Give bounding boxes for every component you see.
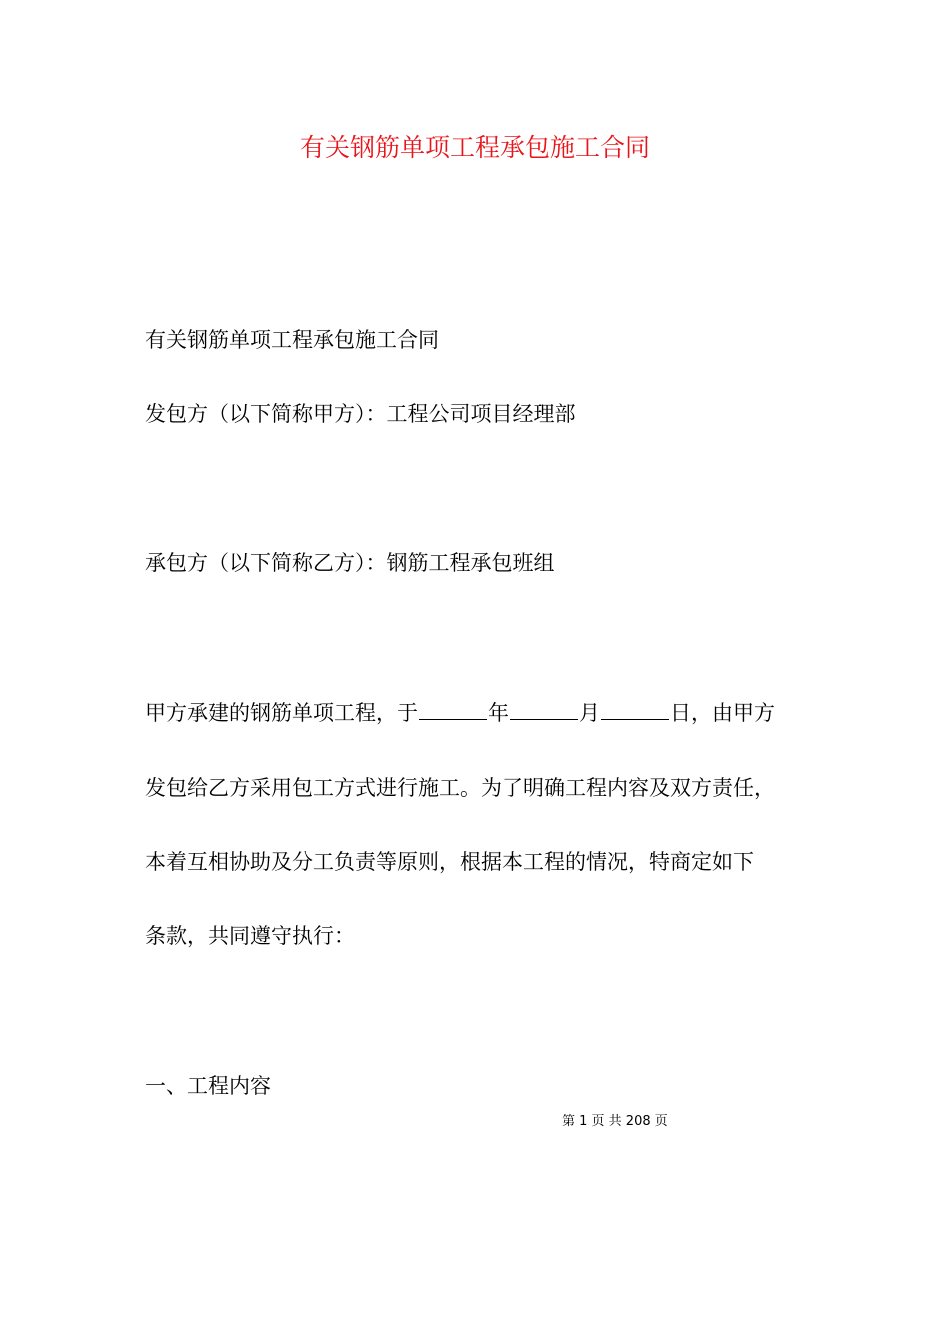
day-suffix: 日，由甲方 — [670, 701, 775, 725]
paragraph-line-2: 发包给乙方采用包工方式进行施工。为了明确工程内容及双方责任， — [145, 776, 775, 800]
paragraph-line-3: 本着互相协助及分工负责等原则，根据本工程的情况，特商定如下 — [145, 850, 754, 874]
contract-heading: 有关钢筋单项工程承包施工合同 — [145, 328, 439, 352]
year-label: 年 — [488, 701, 509, 725]
day-blank — [601, 699, 669, 720]
section-heading-1: 一、工程内容 — [145, 1074, 271, 1098]
paragraph-line-4: 条款，共同遵守执行： — [145, 924, 355, 948]
para1-prefix: 甲方承建的钢筋单项工程，于 — [145, 701, 418, 725]
month-label: 月 — [579, 701, 600, 725]
paragraph-date-line — [145, 698, 775, 728]
document-title: 有关钢筋单项工程承包施工合同 — [299, 133, 650, 162]
year-blank — [419, 699, 487, 720]
party-b-line: 承包方（以下简称乙方）：钢筋工程承包班组 — [145, 551, 555, 575]
page-footer: 第 1 页 共 208 页 — [562, 1114, 668, 1129]
party-a-line: 发包方（以下简称甲方）：工程公司项目经理部 — [145, 402, 576, 426]
month-blank — [510, 699, 578, 720]
